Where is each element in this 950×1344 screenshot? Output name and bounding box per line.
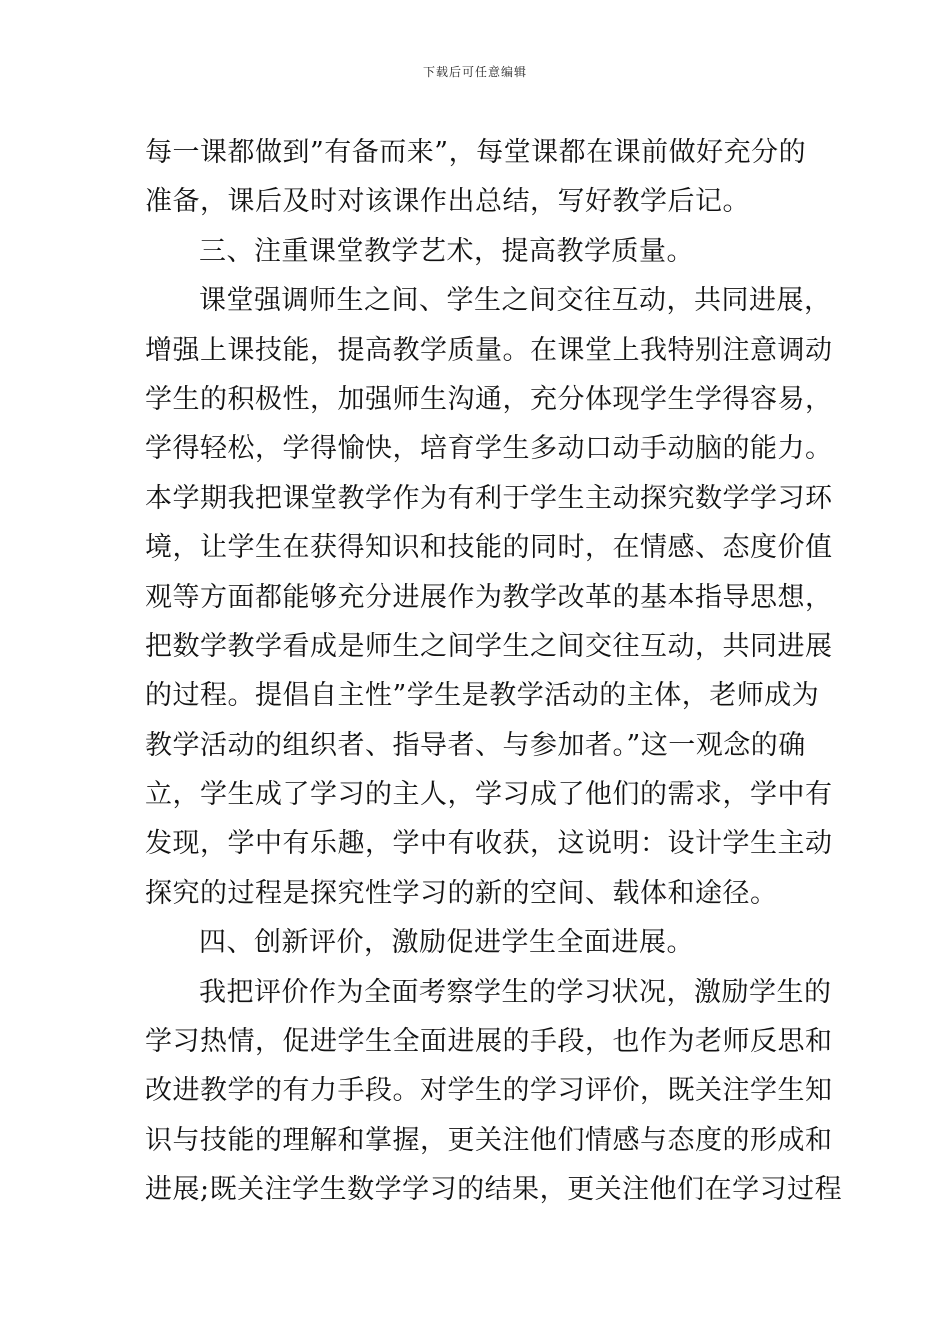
text-line: 改进教学的有力手段。对学生的学习评价，既关注学生知 [145,1075,833,1107]
document-body [145,128,843,1215]
text-line: 教学活动的组织者、指导者、与参加者。”这一观念的确 [145,729,806,761]
paragraph-start-line: 我把评价作为全面考察学生的学习状况，激励学生的 [199,976,832,1008]
text-line: 准备，课后及时对该课作出总结，写好教学后记。 [145,186,750,218]
text-line: 学得轻松，学得愉快，培育学生多动口动手动脑的能力。 [145,433,833,465]
section-heading: 四、创新评价，激励促进学生全面进展。 [199,927,694,959]
text-line: 境，让学生在获得知识和技能的同时，在情感、态度价值 [145,532,833,564]
text-line: 本学期我把课堂教学作为有利于学生主动探究数学学习环 [145,482,833,514]
text-line: 把数学教学看成是师生之间学生之间交往互动，共同进展 [145,630,833,662]
text-line: 发现，学中有乐趣，学中有收获，这说明：设计学生主动 [145,828,833,860]
text-line: 学习热情，促进学生全面进展的手段，也作为老师反思和 [145,1026,833,1058]
text-line: 探究的过程是探究性学习的新的空间、载体和途径。 [145,877,778,909]
text-line: 立，学生成了学习的主人，学习成了他们的需求，学中有 [145,779,833,811]
paragraph-start-line: 课堂强调师生之间、学生之间交往互动，共同进展， [199,285,832,317]
text-line: 观等方面都能够充分进展作为教学改革的基本指导思想， [145,581,833,613]
text-line: 增强上课技能，提高教学质量。在课堂上我特别注意调动 [145,334,833,366]
text-line: 的过程。提倡自主性”学生是教学活动的主体，老师成为 [145,680,820,712]
text-line: 学生的积极性，加强师生沟通，充分体现学生学得容易， [145,383,833,415]
page-header: 下载后可任意编辑 [422,65,527,79]
section-heading: 三、注重课堂教学艺术，提高教学质量。 [199,235,694,267]
text-line: 识与技能的理解和掌握，更关注他们情感与态度的形成和 [145,1124,833,1156]
text-line: 每一课都做到”有备而来”，每堂课都在课前做好充分的 [145,137,807,168]
text-line: 进展;既关注学生数学学习的结果，更关注他们在学习过程 [145,1174,843,1206]
